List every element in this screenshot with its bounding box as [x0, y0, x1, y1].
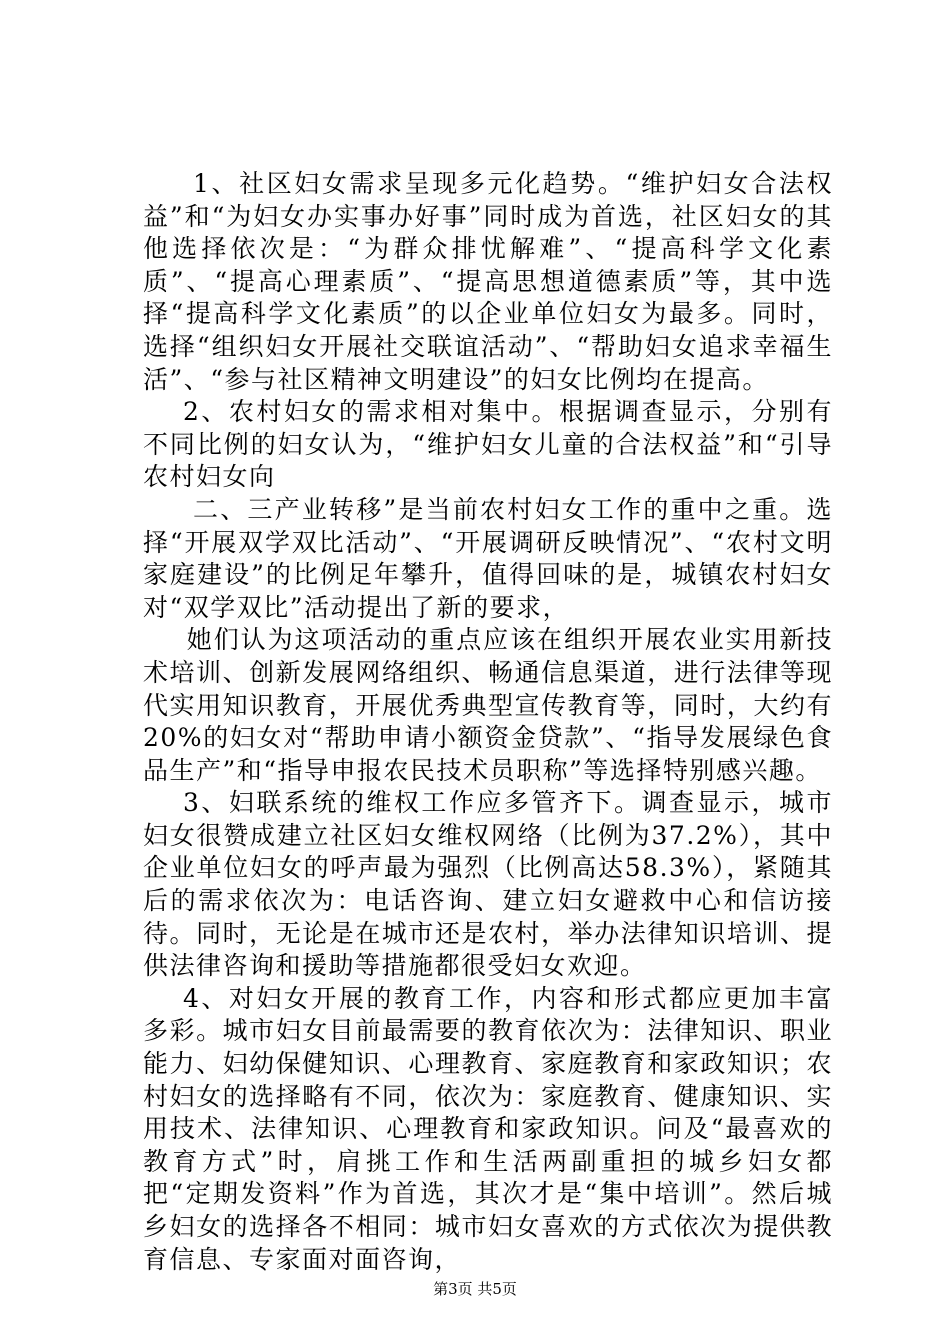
page-number-footer: 第3页 共5页 [433, 1280, 517, 1298]
paragraph-6-education-work: 4、对妇女开展的教育工作，内容和形式都应更加丰富多彩。城市妇女目前最需要的教育依次为：法律知识、职业能力、妇幼保健知识、心理教育、家庭教育和家政知识；农村妇女的选择略有不同，依次为：家庭教育、健康知识、实用技术、法律知识、心理教育和家政知识。问及“最喜欢的教育方式”时，肩挑工作和生活两副重担的城乡妇女都把“定期发资料”作为首选，其次才是“集中培训”。然后城乡妇女的选择各不相同：城市妇女喜欢的方式依次为提供教育信息、专家面对面咨询， [143, 983, 833, 1274]
paragraph-4-training-focus: 她们认为这项活动的重点应该在组织开展农业实用新技术培训、创新发展网络组织、畅通信息渠道，进行法律等现代实用知识教育，开展优秀典型宣传教育等，同时，大约有20%的妇女对“帮助申请小额资金贷款”、“指导发展绿色食品生产”和“指导申报农民技术员职称”等选择特别感兴趣。 [143, 625, 833, 785]
paragraph-3-industry-transfer: 二、三产业转移”是当前农村妇女工作的重中之重。选择“开展双学双比活动”、“开展调研反映情况”、“农村文明家庭建设”的比例足年攀升，值得回味的是，城镇农村妇女对“双学双比”活动提出了新的要求， [143, 494, 833, 622]
paragraph-2-rural-women-needs: 2、农村妇女的需求相对集中。根据调查显示，分别有不同比例的妇女认为，“维护妇女儿童的合法权益”和“引导农村妇女向 [143, 397, 833, 492]
document-body [143, 168, 833, 1276]
paragraph-5-rights-protection: 3、妇联系统的维权工作应多管齐下。调查显示，城市妇女很赞成建立社区妇女维权网络（比例为37.2%），其中企业单位妇女的呼声最为强烈（比例高达58.3%），紧随其后的需求依次为：电话咨询、建立妇女避救中心和信访接待。同时，无论是在城市还是农村，举办法律知识培训、提供法律咨询和援助等措施都很受妇女欢迎。 [143, 788, 833, 981]
paragraph-1-community-women-needs: 1、社区妇女需求呈现多元化趋势。“维护妇女合法权益”和“为妇女办实事办好事”同时成为首选，社区妇女的其他选择依次是：“为群众排忧解难”、“提高科学文化素质”、“提高心理素质”、“提高思想道德素质”等，其中选择“提高科学文化素质”的以企业单位妇女为最多。同时，选择“组织妇女开展社交联谊活动”、“帮助妇女追求幸福生活”、“参与社区精神文明建设”的妇女比例均在提高。 [143, 169, 833, 394]
